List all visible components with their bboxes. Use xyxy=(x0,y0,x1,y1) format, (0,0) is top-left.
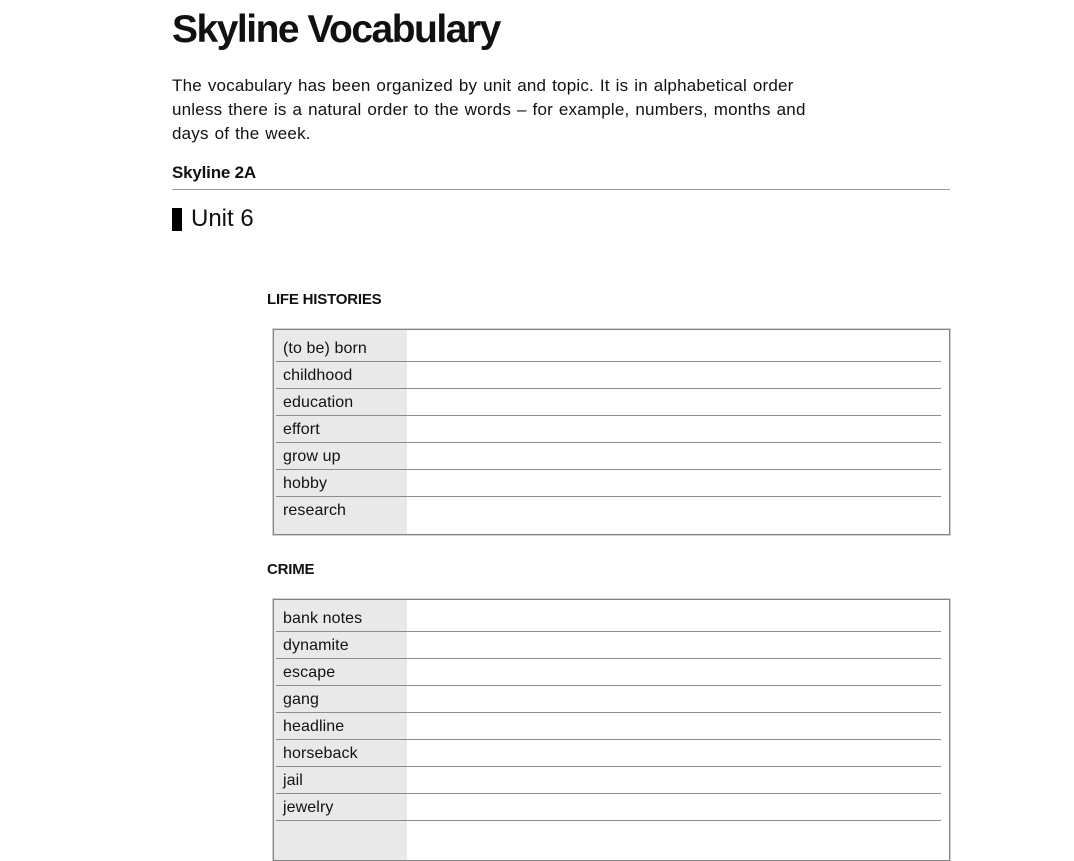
vocab-table-crime xyxy=(273,599,950,861)
topic-life-histories xyxy=(172,291,1074,535)
vocab-word: jewelry xyxy=(283,799,334,816)
vocab-row xyxy=(274,497,949,524)
vocab-table-life-histories xyxy=(273,329,950,535)
vocab-word: bank notes xyxy=(283,610,363,627)
topic-title: LIFE HISTORIES xyxy=(267,291,382,308)
unit-heading-label: Unit 6 xyxy=(191,205,254,232)
vocab-row xyxy=(274,470,949,497)
vocab-row xyxy=(274,767,949,794)
vocab-word: jail xyxy=(283,772,303,789)
unit-bar-marker xyxy=(172,208,182,231)
intro-line-2: unless there is a natural order to the words – for example, numbers, months and xyxy=(172,100,806,119)
vocab-row xyxy=(274,794,949,821)
vocab-word: (to be) born xyxy=(283,340,367,357)
vocab-row xyxy=(274,740,949,767)
intro-line-1: The vocabulary has been organized by unit and topic. It is in alphabetical order xyxy=(172,76,794,95)
vocab-row xyxy=(274,416,949,443)
vocab-word: grow up xyxy=(283,448,341,465)
page-title: Skyline Vocabulary xyxy=(172,8,500,51)
vocab-word: childhood xyxy=(283,367,353,384)
topic-title: CRIME xyxy=(267,561,315,578)
vocab-word: horseback xyxy=(283,745,358,762)
vocab-row xyxy=(274,659,949,686)
vocab-row xyxy=(274,335,949,362)
vocab-row xyxy=(274,389,949,416)
row-underline xyxy=(276,820,941,821)
vocab-row xyxy=(274,713,949,740)
vocab-word: headline xyxy=(283,718,345,735)
vocab-row xyxy=(274,605,949,632)
vocab-word: effort xyxy=(283,421,320,438)
intro-paragraph xyxy=(172,74,952,146)
vocab-word: dynamite xyxy=(283,637,349,654)
intro-line-3: days of the week. xyxy=(172,124,311,143)
unit-heading xyxy=(172,205,1074,233)
vocab-row xyxy=(274,686,949,713)
vocab-row xyxy=(274,632,949,659)
vocab-word: research xyxy=(283,502,347,519)
series-heading: Skyline 2A xyxy=(172,163,950,190)
topic-crime xyxy=(172,561,1074,861)
vocab-row xyxy=(274,362,949,389)
vocab-word: hobby xyxy=(283,475,328,492)
vocab-word: escape xyxy=(283,664,336,681)
vocab-row xyxy=(274,443,949,470)
vocab-word: gang xyxy=(283,691,319,708)
vocab-word: education xyxy=(283,394,354,411)
